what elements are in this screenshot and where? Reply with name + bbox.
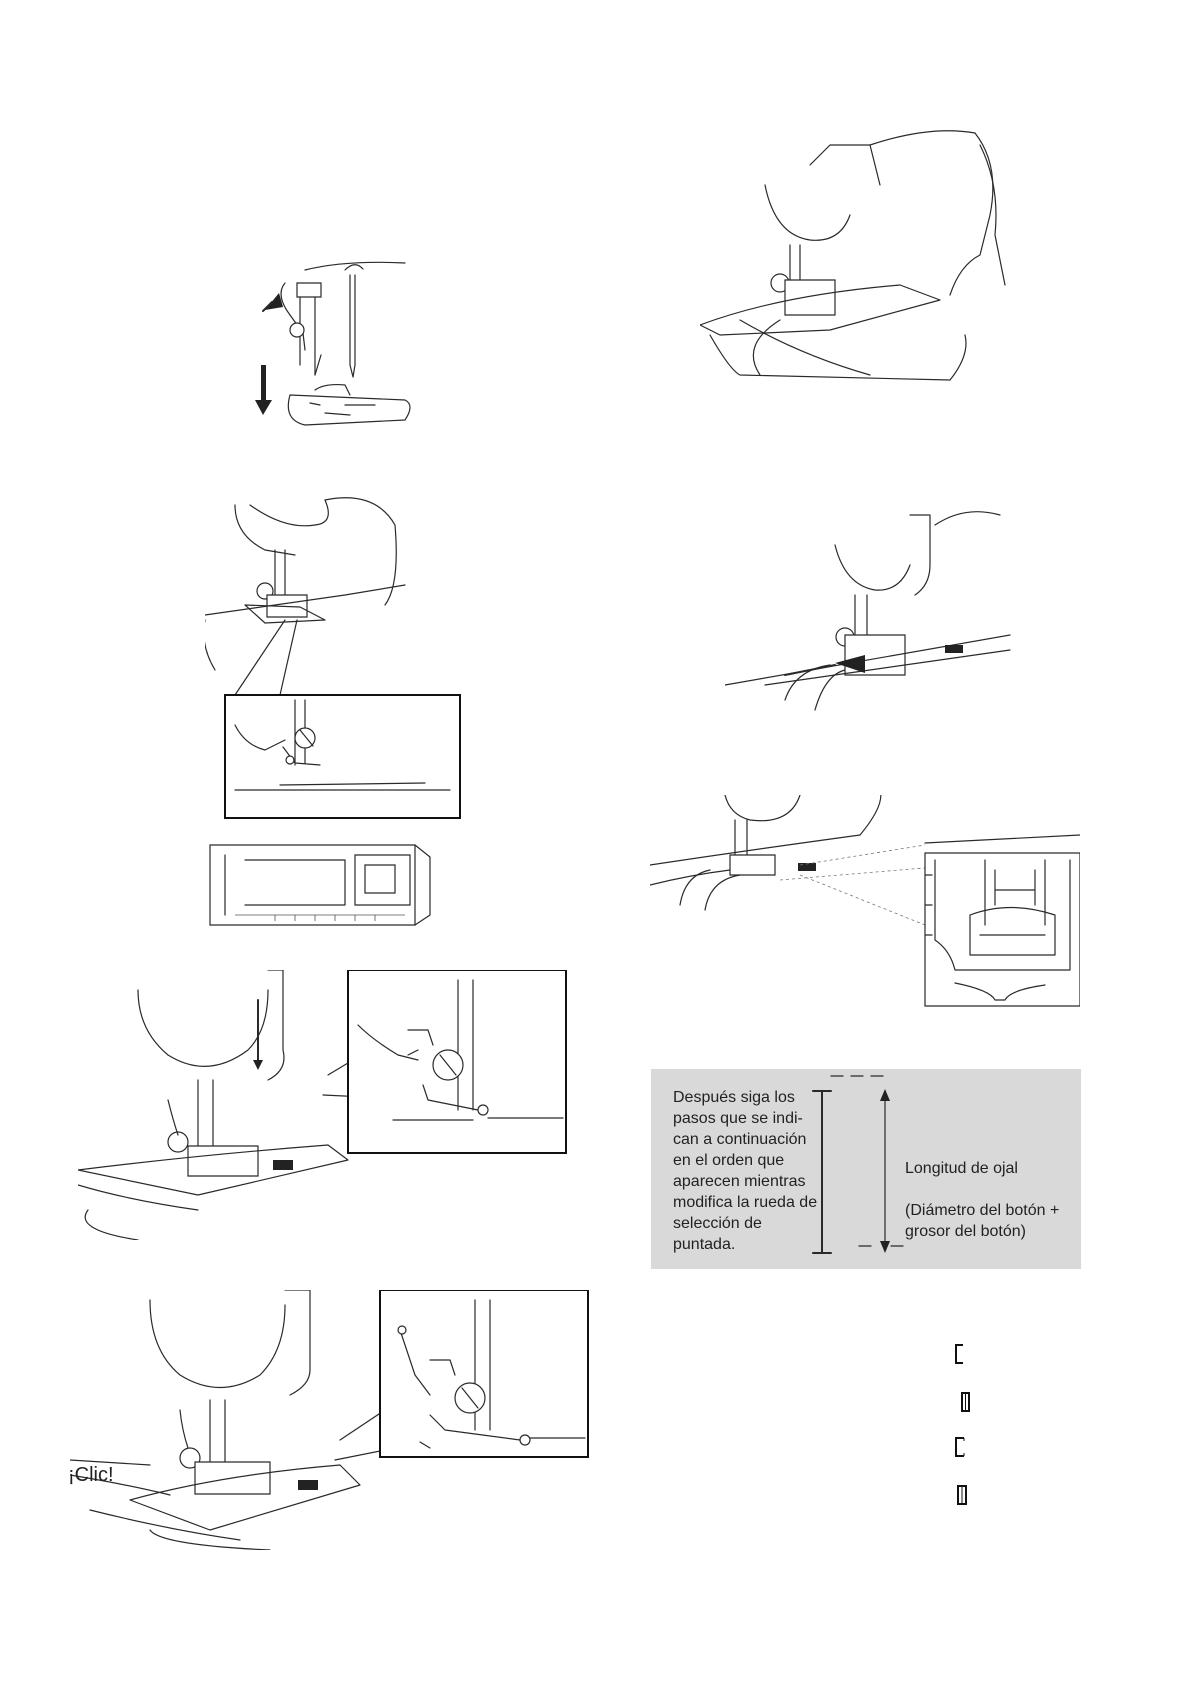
note-instructions: Después siga los pasos que se indi-can a continuación en el orden que aparecen mientras modifica la rueda de selección de puntada. xyxy=(673,1089,818,1253)
buttonhole-lever-click-figure xyxy=(70,1290,590,1550)
buttonhole-step-1-icon xyxy=(953,1343,967,1365)
presser-foot-change-figure xyxy=(255,255,415,430)
fabric-feed-figure xyxy=(725,505,1015,715)
buttonhole-step-2-icon xyxy=(959,1391,973,1413)
length-label: Longitud de ojal xyxy=(905,1160,1018,1177)
buttonhole-lever-down-figure xyxy=(78,970,568,1240)
buttonhole-foot-attach-figure xyxy=(205,495,465,930)
click-label: ¡Clic! xyxy=(68,1464,114,1486)
buttonhole-note-panel xyxy=(651,1069,1081,1269)
length-formula: (Diámetro del botón + grosor del botón) xyxy=(905,1202,1060,1240)
foot-detail-figure xyxy=(650,795,1080,1010)
machine-top-right-figure xyxy=(700,125,1040,395)
buttonhole-step-3-icon xyxy=(953,1436,967,1458)
buttonhole-step-4-icon xyxy=(955,1484,969,1506)
